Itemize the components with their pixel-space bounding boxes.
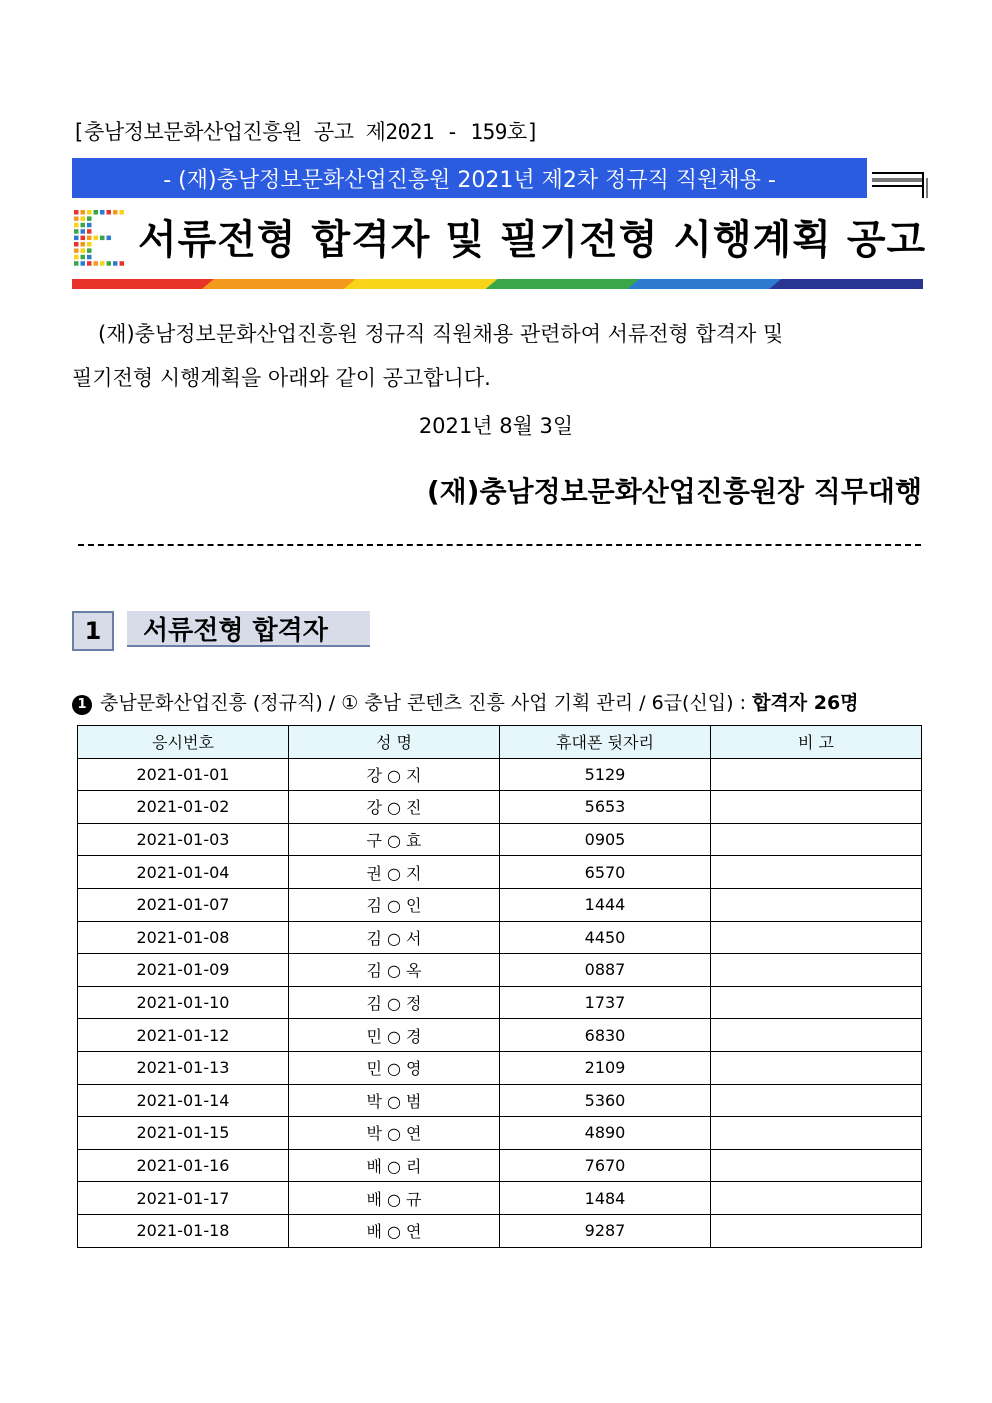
signer-name: (재)충남정보문화산업진흥원장 직무대행 [426, 475, 922, 508]
table-cell: 2021-01-13 [78, 1051, 289, 1084]
table-body [78, 758, 922, 1247]
table-row [78, 1149, 922, 1182]
subtitle-banner [72, 158, 867, 198]
table-cell: 김 ○ 인 [289, 888, 500, 921]
table-row [78, 986, 922, 1019]
color-stripe-divider [72, 279, 923, 289]
table-cell: 민 ○ 영 [289, 1051, 500, 1084]
decorative-lines-icon [872, 172, 928, 198]
table-cell: 2021-01-08 [78, 921, 289, 954]
table-cell: 4890 [500, 1117, 711, 1150]
table-cell [711, 856, 922, 889]
table-cell [711, 791, 922, 824]
table-cell: 2021-01-10 [78, 986, 289, 1019]
table-cell [711, 1182, 922, 1215]
table-cell: 2021-01-09 [78, 954, 289, 987]
table-cell: 1444 [500, 888, 711, 921]
table-cell: 2021-01-16 [78, 1149, 289, 1182]
table-header-row [78, 726, 922, 759]
table-cell: 강 ○ 진 [289, 791, 500, 824]
table-cell: 박 ○ 범 [289, 1084, 500, 1117]
table-cell [711, 1214, 922, 1247]
table-cell [711, 823, 922, 856]
table-cell: 박 ○ 연 [289, 1117, 500, 1150]
table-cell: 4450 [500, 921, 711, 954]
table-cell [711, 921, 922, 954]
section-title: 서류전형 합격자 [143, 615, 328, 646]
table-cell [711, 1084, 922, 1117]
table-cell: 2021-01-02 [78, 791, 289, 824]
column-header: 성 명 [289, 726, 500, 759]
table-cell: 2021-01-01 [78, 758, 289, 791]
table-row [78, 1214, 922, 1247]
table-cell: 2021-01-18 [78, 1214, 289, 1247]
table-cell [711, 1051, 922, 1084]
table-cell: 9287 [500, 1214, 711, 1247]
section-number-box [72, 611, 114, 651]
intro-line-1: (재)충남정보문화산업진흥원 정규직 직원채용 관련하여 서류전형 합격자 및 [98, 322, 784, 346]
table-cell: 1484 [500, 1182, 711, 1215]
intro-line-2: 필기전형 시행계획을 아래와 같이 공고합니다. [72, 366, 491, 390]
announcement-date: 2021년 8월 3일 [418, 414, 574, 438]
section-number: 1 [84, 617, 102, 645]
dashed-divider [78, 544, 921, 546]
column-header: 휴대폰 뒷자리 [500, 726, 711, 759]
notice-number: [충남정보문화산업진흥원 공고 제2021 - 159호] [72, 120, 539, 144]
table-cell [711, 1019, 922, 1052]
table-cell: 김 ○ 정 [289, 986, 500, 1019]
table-row [78, 954, 922, 987]
table-cell: 2021-01-12 [78, 1019, 289, 1052]
table-cell: 민 ○ 경 [289, 1019, 500, 1052]
table-cell [711, 758, 922, 791]
table-cell: 권 ○ 지 [289, 856, 500, 889]
applicant-table [77, 725, 922, 1248]
table-cell: 2021-01-04 [78, 856, 289, 889]
table-row [78, 823, 922, 856]
table-cell: 2021-01-15 [78, 1117, 289, 1150]
pass-count: 합격자 26명 [752, 692, 859, 714]
table-row [78, 1182, 922, 1215]
table-row [78, 1084, 922, 1117]
section-title-box [127, 611, 370, 647]
intro-paragraph [72, 312, 923, 400]
table-row [78, 1117, 922, 1150]
table-cell: 김 ○ 서 [289, 921, 500, 954]
table-cell: 구 ○ 효 [289, 823, 500, 856]
table-cell: 2021-01-03 [78, 823, 289, 856]
table-cell: 2021-01-14 [78, 1084, 289, 1117]
table-row [78, 1019, 922, 1052]
table-cell: 배 ○ 규 [289, 1182, 500, 1215]
table-cell: 5653 [500, 791, 711, 824]
table-cell: 6570 [500, 856, 711, 889]
table-cell [711, 888, 922, 921]
sub-heading-text: 충남문화산업진흥 (정규직) / ① 충남 콘텐츠 진흥 사업 기획 관리 / 6급(신입) : [100, 692, 753, 714]
table-cell: 1737 [500, 986, 711, 1019]
main-title: 서류전형 합격자 및 필기전형 시행계획 공고 [138, 217, 927, 263]
table-cell: 0905 [500, 823, 711, 856]
table-cell: 김 ○ 옥 [289, 954, 500, 987]
table-row [78, 856, 922, 889]
table-cell: 5360 [500, 1084, 711, 1117]
table-cell: 2021-01-07 [78, 888, 289, 921]
column-header: 비 고 [711, 726, 922, 759]
table-cell: 배 ○ 리 [289, 1149, 500, 1182]
table-cell: 6830 [500, 1019, 711, 1052]
table-cell [711, 954, 922, 987]
subtitle-text: - (재)충남정보문화산업진흥원 2021년 제2차 정규직 직원채용 - [163, 167, 776, 193]
numbered-bullet-icon: 1 [72, 695, 92, 715]
table-row [78, 791, 922, 824]
table-row [78, 921, 922, 954]
sub-heading [72, 688, 859, 715]
table-row [78, 1051, 922, 1084]
table-cell [711, 1149, 922, 1182]
table-cell: 5129 [500, 758, 711, 791]
table-cell: 2021-01-17 [78, 1182, 289, 1215]
table-cell [711, 1117, 922, 1150]
table-cell: 배 ○ 연 [289, 1214, 500, 1247]
table-row [78, 758, 922, 791]
table-cell: 강 ○ 지 [289, 758, 500, 791]
table-row [78, 888, 922, 921]
table-cell: 7670 [500, 1149, 711, 1182]
table-cell [711, 986, 922, 1019]
column-header: 응시번호 [78, 726, 289, 759]
table-cell: 0887 [500, 954, 711, 987]
table-cell: 2109 [500, 1051, 711, 1084]
dotted-logo-icon [74, 210, 128, 268]
